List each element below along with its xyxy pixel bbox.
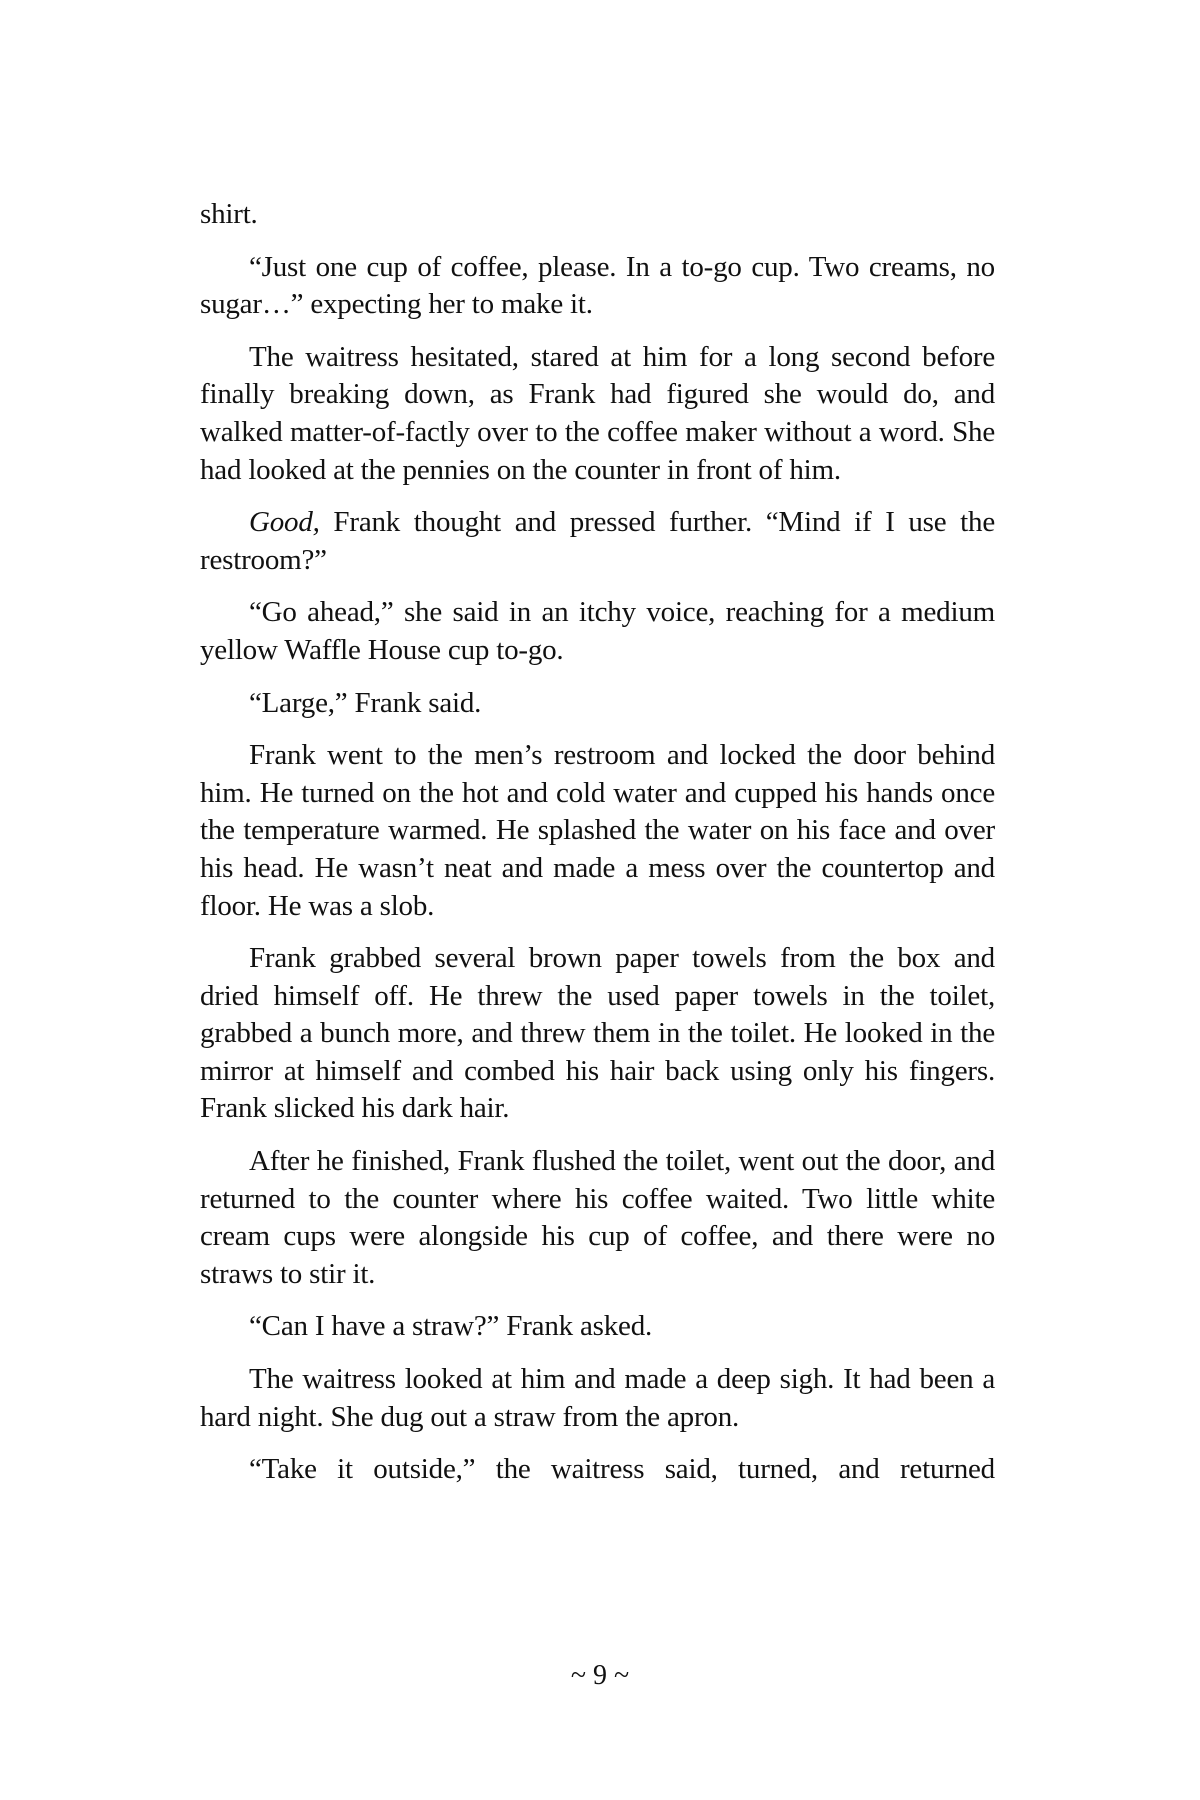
paragraph: “Can I have a straw?” Frank asked. (249, 1310, 653, 1343)
paragraph (200, 504, 995, 579)
paragraph: “Just one cup of coffee, please. In a to-go cup. Two creams, no sugar…” expecting her to make it. (200, 250, 995, 321)
paragraph: “Go ahead,” she said in an itchy voice, reaching for a medium yellow Waffle House cup to-go. (200, 596, 995, 666)
italic-thought: Good, (249, 506, 320, 539)
paragraph-continued: “Take it outside,” the waitress said, turned, and returned (249, 1453, 995, 1486)
body-text (200, 196, 995, 1504)
paragraph: After he finished, Frank flushed the toilet, went out the door, and returned to the counter where his coffee waited. Two little white cream cups were alongside his cup of coffee, and there were no straws to stir it. (200, 1145, 995, 1290)
paragraph: “Large,” Frank said. (249, 686, 482, 719)
paragraph: shirt. (200, 198, 258, 230)
paragraph-text: Frank thought and pressed further. “Mind if I use the restroom?” (200, 506, 995, 576)
paragraph: Frank grabbed several brown paper towels from the box and dried himself off. He threw the used paper towels in the toilet, grabbed a bunch more, and threw them in the toilet. He looked in the mirror at himself and combed his hair back using only his fingers. Frank slicked his dark hair. (200, 942, 995, 1125)
paragraph: The waitress looked at him and made a deep sigh. It had been a hard night. She dug out a straw from the apron. (200, 1363, 995, 1433)
paragraph: Frank went to the men’s restroom and locked the door behind him. He turned on the hot and cold water and cupped his hands once the temperature warmed. He splashed the water on his face and over his head. He wasn’t neat and made a mess over the countertop and floor. He was a slob. (200, 739, 995, 922)
page-number: ~ 9 ~ (570, 1660, 630, 1691)
paragraph: The waitress hesitated, stared at him for a long second before finally breaking down, as Frank had figured she would do, and walked matter-of-factly over to the coffee maker without a word. She had looked at the pennies on the counter in front of him. (200, 340, 995, 486)
